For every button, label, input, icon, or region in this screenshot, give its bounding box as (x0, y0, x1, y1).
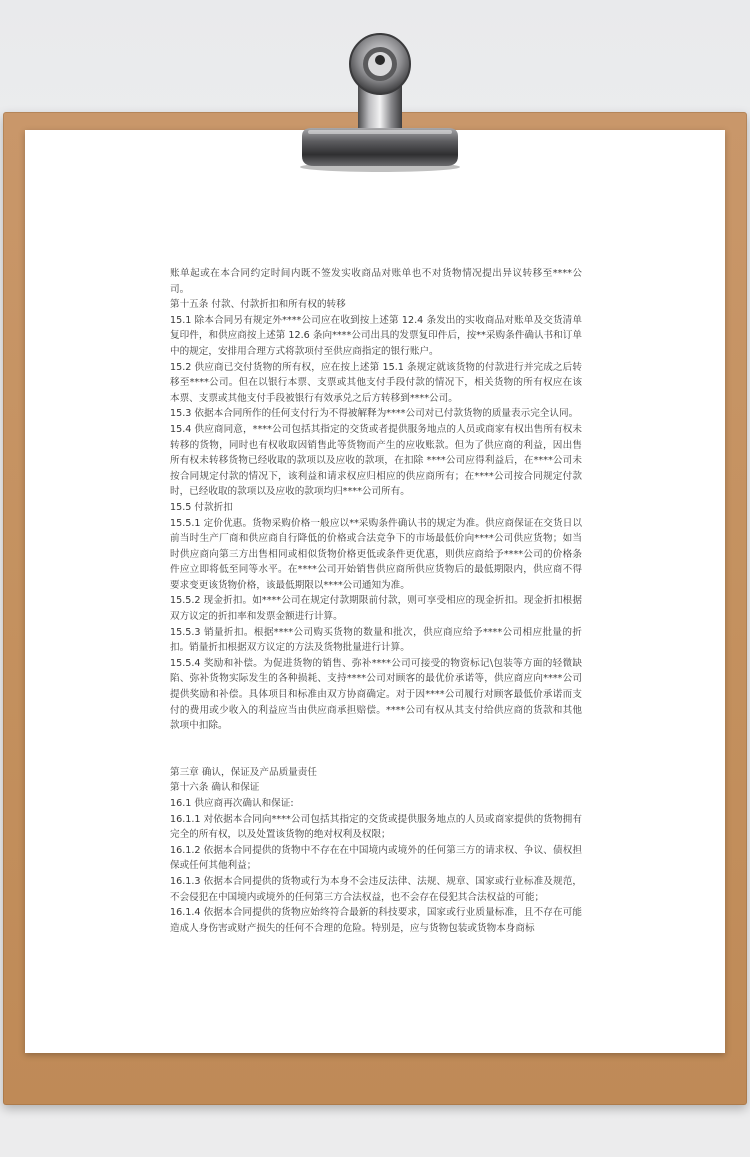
paragraph: 16.1 供应商再次确认和保证: (170, 798, 294, 809)
section-heading: 第十五条 付款、付款折扣和所有权的转移 (170, 299, 346, 311)
section-heading: 15.5 付款折扣 (170, 501, 233, 513)
paragraph: 账单起或在本合同约定时间内既不签发实收商品对账单也不对货物情况提出异议转移至****公司。 (170, 268, 582, 295)
binder-clip-icon (296, 24, 464, 172)
paragraph: 15.5.2 现金折扣。如****公司在规定付款期限前付款，则可享受相应的现金折扣。现金折扣根据双方议定的折扣率和发票金额进行计算。 (170, 595, 582, 623)
paragraph: 16.1.1 对依据本合同向****公司包括其指定的交货或提供服务地点的人员或商家提供的货物拥有完全的所有权，以及处置该货物的绝对权利及权限； (170, 813, 582, 841)
paragraph: 15.5.3 销量折扣。根据****公司购买货物的数量和批次，供应商应给予****公司相应批量的折扣。销量折扣根据双方议定的方法及货物批量进行计算。 (170, 626, 582, 654)
paragraph-gap (170, 734, 582, 765)
paragraph: 15.1 除本合同另有规定外****公司应在收到按上述第 12.4 条发出的实收商品对账单及交货清单复印件，和供应商按上述第 12.6 条向****公司出具的发票复印件后，按**采购条件确认书和订单中的规定，安排用合理方式将款项付至供应商指定的银行账户。 (170, 314, 582, 357)
paragraph: 16.1.4 依据本合同提供的货物应始终符合最新的科技要求，国家或行业质量标准，且不存在可能造成人身伤害或财产损失的任何不合理的危险。特别是，应与货物包装或货物本身商标 (170, 907, 582, 934)
paragraph: 15.5.1 定价优惠。货物采购价格一般应以**采购条件确认书的规定为准。供应商保证在交货日以前当时生产厂商和供应商自行降低的价格或合法竞争下的市场最低价向****公司供应货物；如当时供应商向第三方出售相同或相似货物价格更低或条件更优惠，则供应商给予****公司的价格条件应立即将低至同等水平。在****公司开始销售供应商所供应货物后的最低期限内，供应商不得要求变更该货物价格，该最低期限以****公司通知为准。 (170, 517, 582, 591)
paragraph: 15.4 供应商同意，****公司包括其指定的交货或者提供服务地点的人员或商家有权出售所有权未转移的货物，同时也有权收取因销售此等货物而产生的应收账款。但为了供应商的利益，因出售所有权未转移货物已经收取的款项以及应收的款项，在扣除 ****公司应得利益后，在****公司未按合同规定付款的情况下，该利益和请求权应归相应的供应商所有；在****公司按合同规定付款时，已经收取的款项以及应收的款项均归****公司所有。 (170, 423, 582, 498)
paragraph: 16.1.2 依据本合同提供的货物中不存在在中国境内或境外的任何第三方的请求权、争议、债权担保或任何其他利益； (170, 844, 582, 872)
chapter-heading: 第三章 确认，保证及产品质量责任 (170, 766, 317, 778)
section-heading: 第十六条 确认和保证 (170, 782, 260, 794)
paragraph: 15.2 供应商已交付货物的所有权，应在按上述第 15.1 条规定就该货物的付款进行并完成之后转移至****公司。但在以银行本票、支票或其他支付手段付款的情况下，相关货物的所有权应在该本票、支票或其他支付手段被银行有效承兑之后方转移到****公司。 (170, 361, 582, 404)
paragraph: 15.5.4 奖励和补偿。为促进货物的销售、弥补****公司可接受的物资标记\包装等方面的轻微缺陷、弥补货物实际发生的各种损耗、支持****公司对顾客的最优价承诺等，供应商应向****公司提供奖励和补偿。具体项目和标准由双方协商确定。对于因****公司履行对顾客最低价承诺而支付的费用或少收入的利益应当由供应商承担赔偿。****公司有权从其支付给供应商的货款和其他款项中扣除。 (170, 657, 582, 732)
document-text (170, 266, 582, 936)
paragraph: 15.3 依据本合同所作的任何支付行为不得被解释为****公司对已付款货物的质量表示完全认同。 (170, 408, 579, 420)
paragraph: 16.1.3 依据本合同提供的货物或行为本身不会违反法律、法规、规章、国家或行业标准及规范，不会侵犯在中国境内或境外的任何第三方合法权益，也不会存在侵犯其合法权益的可能； (170, 875, 582, 903)
